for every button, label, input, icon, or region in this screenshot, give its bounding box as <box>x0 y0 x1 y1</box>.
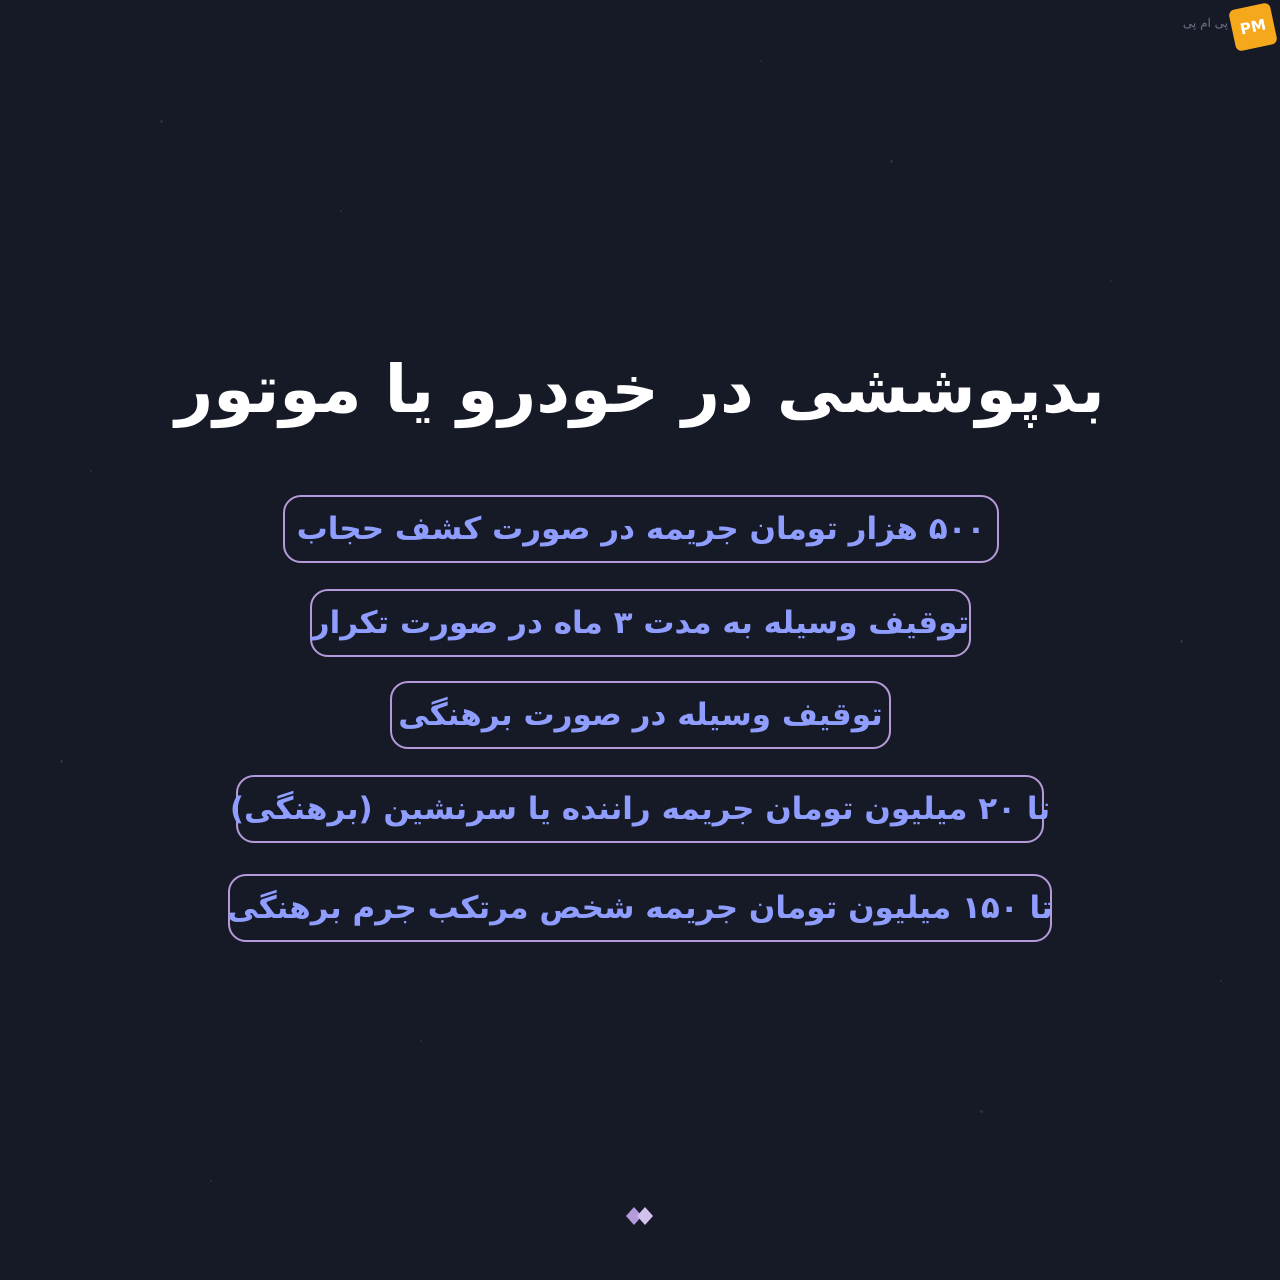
penalty-item-text: تا ۲۰ میلیون تومان جریمه راننده یا سرنشین (برهنگی) <box>229 791 1051 827</box>
penalty-item <box>228 874 1052 942</box>
penalty-item-text: تا ۱۵۰ میلیون تومان جریمه شخص مرتکب جرم برهنگی <box>227 890 1053 926</box>
page-title: بدپوششی در خودرو یا موتور <box>175 351 1105 428</box>
background-speck <box>890 160 893 163</box>
logo-text: PM <box>1238 15 1268 39</box>
pmp-logo-icon <box>1228 2 1278 52</box>
background-speck <box>210 1180 212 1182</box>
background-speck <box>980 1110 983 1113</box>
background-speck <box>160 120 163 123</box>
background-speck <box>340 210 342 212</box>
brand-watermark: پی ام پی <box>1182 16 1228 30</box>
background-speck <box>60 760 63 763</box>
background-speck <box>1110 280 1112 282</box>
background-speck <box>760 60 762 62</box>
penalty-item-text: توقیف وسیله در صورت برهنگی <box>398 697 883 733</box>
background-speck <box>90 470 92 472</box>
background-speck <box>1180 640 1183 643</box>
penalty-item-text: توقیف وسیله به مدت ۳ ماه در صورت تکرار <box>311 605 970 641</box>
background-speck <box>1220 980 1222 982</box>
double-diamond-icon <box>624 1205 656 1227</box>
penalty-item <box>283 495 999 563</box>
background-speck <box>420 1040 422 1042</box>
penalty-item <box>229 775 1051 843</box>
penalty-item <box>310 589 971 657</box>
penalty-item-text: ۵۰۰ هزار تومان جریمه در صورت کشف حجاب <box>296 511 986 547</box>
penalty-item <box>390 681 891 749</box>
